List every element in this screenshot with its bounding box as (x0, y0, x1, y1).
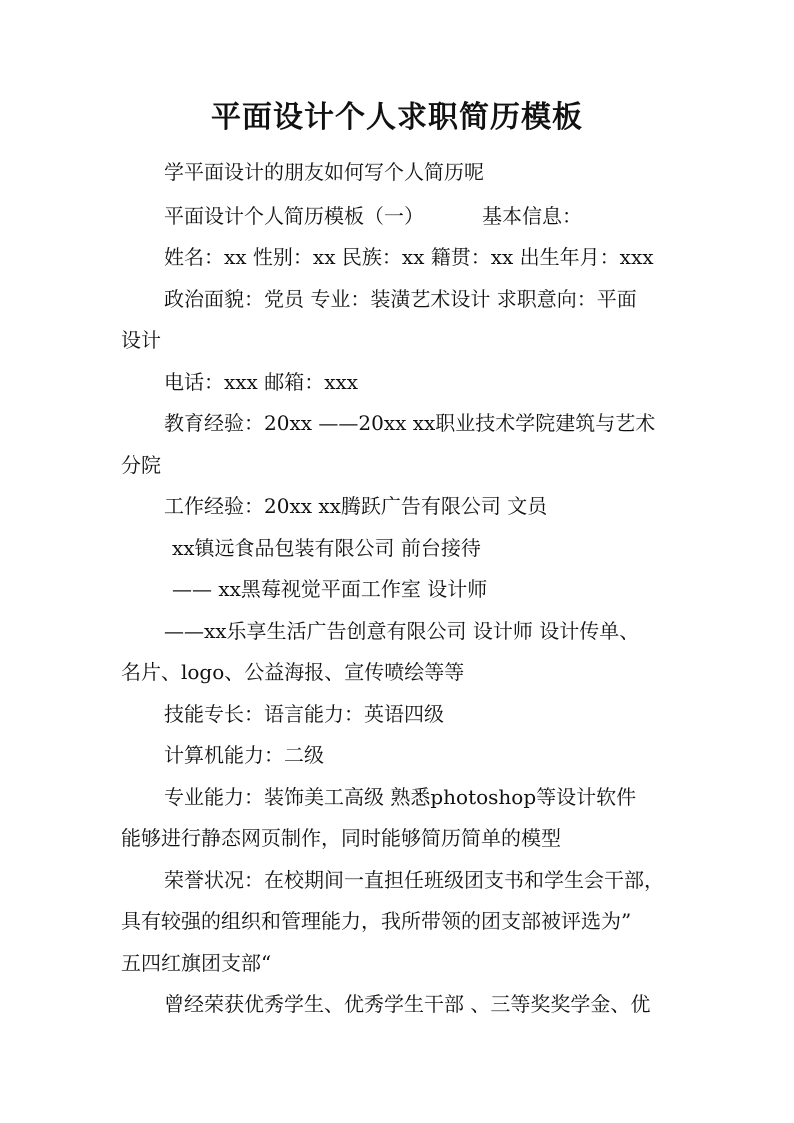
skills-line: 技能专长：语言能力：英语四级 (164, 702, 444, 726)
work-experience-line-2: xx镇远食品包装有限公司 前台接待 (172, 536, 481, 560)
professional-skill-line: 专业能力：装饰美工高级 熟悉photoshop等设计软件 (164, 785, 637, 809)
honor-line-cont-2: 五四红旗团支部“ (121, 951, 272, 975)
intro-text: 学平面设计的朋友如何写个人简历呢 (164, 160, 484, 184)
political-line-cont: 设计 (121, 328, 161, 352)
work-experience-line-3: —— xx黑莓视觉平面工作室 设计师 (172, 577, 488, 601)
template-heading: 平面设计个人简历模板（一） (164, 204, 424, 228)
honor-line-cont: 具有较强的组织和管理能力，我所带领的团支部被评选为” (121, 909, 632, 933)
work-experience-line-4: ——xx乐享生活广告创意有限公司 设计师 设计传单、 (164, 619, 640, 643)
work-experience-line-4-cont: 名片、logo、公益海报、宣传喷绘等等 (121, 660, 465, 684)
professional-skill-line-cont: 能够进行静态网页制作，同时能够简历简单的模型 (121, 826, 561, 850)
page-title: 平面设计个人求职简历模板 (211, 100, 583, 135)
political-line: 政治面貌：党员 专业：装潢艺术设计 求职意向：平面 (164, 287, 637, 311)
honor-line: 荣誉状况：在校期间一直担任班级团支书和学生会干部， (164, 868, 664, 892)
education-line: 教育经验：20xx ——20xx xx职业技术学院建筑与艺术 (164, 411, 656, 435)
contact-line: 电话：xxx 邮箱：xxx (164, 370, 359, 394)
basic-info-label: 基本信息： (482, 204, 582, 228)
education-line-cont: 分院 (121, 453, 161, 477)
personal-info-line: 姓名：xx 性别：xx 民族：xx 籍贯：xx 出生年月：xxx (164, 245, 654, 269)
computer-skill-line: 计算机能力：二级 (164, 743, 324, 767)
awards-line: 曾经荣获优秀学生、优秀学生干部 、三等奖奖学金、优 (164, 992, 651, 1016)
work-experience-line: 工作经验：20xx xx腾跃广告有限公司 文员 (164, 494, 548, 518)
